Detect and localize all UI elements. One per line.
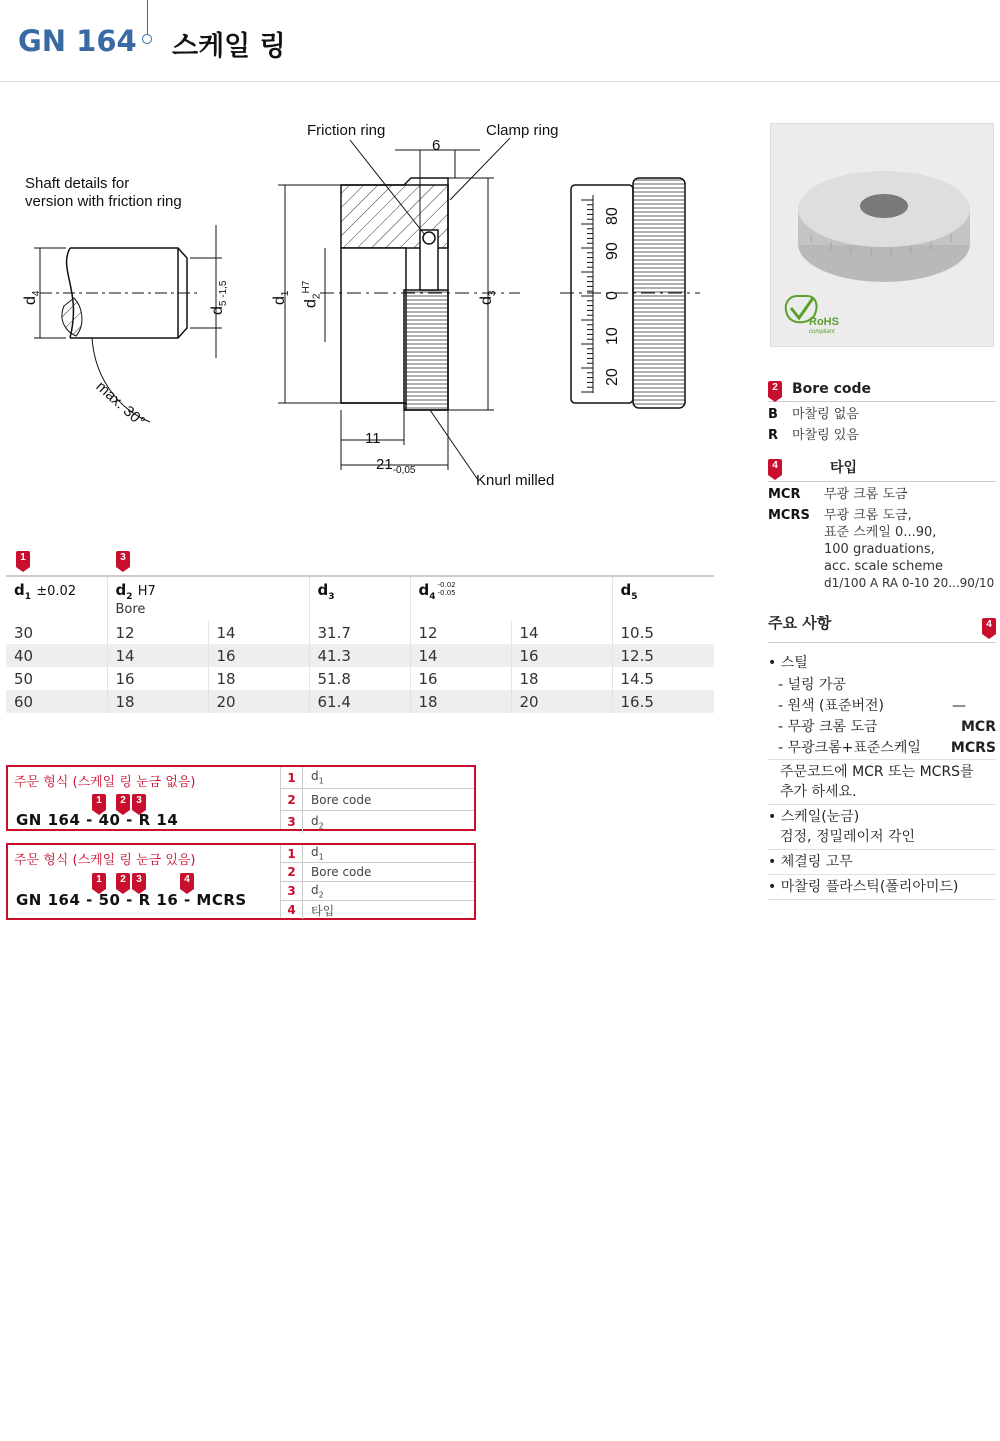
table-cell: 12.5 [612, 644, 714, 667]
table-cell: 60 [6, 690, 107, 713]
table-cell: 18 [208, 667, 309, 690]
table-cell: 12 [107, 621, 208, 644]
order-example-2 [6, 843, 476, 920]
table-row [6, 621, 714, 644]
table-cell: 16 [208, 644, 309, 667]
scale-view [560, 178, 700, 408]
table-cell: 18 [410, 690, 511, 713]
order2-legend [280, 845, 474, 918]
rohs-sub: compliant [809, 329, 835, 335]
scale-20: 20 [604, 368, 621, 386]
key-notes [768, 610, 996, 900]
th-d2: $d_2$ H7 Bore [107, 576, 309, 621]
order1-badge-2: 2 [116, 794, 130, 810]
scale-10: 10 [604, 327, 621, 345]
table-cell: 51.8 [309, 667, 410, 690]
note-sub-4: - 무광크롬+표준스케일 MCRS [768, 738, 996, 760]
max30-label: max. 30° [92, 378, 149, 431]
bore-code-row-r: R 마찰링 있음 [768, 428, 859, 443]
table-body [6, 621, 714, 713]
table-cell: 14.5 [620, 669, 654, 688]
friction-ring-label: Friction ring [307, 122, 386, 139]
table-cell: 50 [6, 667, 107, 690]
page-header [0, 0, 1000, 82]
th-d4: $d_4$ -0.02 -0.05 [410, 576, 612, 621]
order2-row-1: 1 $d_1$ [281, 845, 474, 863]
table-row [6, 690, 714, 713]
order2-code: GN 164 - 50 - R 16 - MCRS [16, 891, 247, 909]
type-title: 타입 [830, 460, 858, 476]
shaft-detail [34, 225, 222, 422]
order2-row-3: 3 $d_2$ [281, 882, 474, 901]
type-row-mcrs: MCRS 무광 크롬 도금, 표준 스케일 0...90, 100 graduations, acc. scale scheme d1/100 A RA 0-10 20...90/10 [768, 508, 995, 590]
notes-badge-4: 4 [982, 618, 996, 634]
table-cell: 31.7 [309, 621, 410, 644]
d2-label: $d_2^{H7}$ [301, 280, 323, 308]
table-cell: 16 [107, 667, 208, 690]
scale-80: 80 [604, 207, 621, 225]
d5-label: $d_5$ $_{-1,5}$ [209, 280, 230, 315]
note-clamp: • 체결링 고무 [768, 850, 996, 875]
dim-6-label: 6 [432, 137, 441, 154]
order2-badge-2: 2 [116, 873, 130, 889]
table-row [6, 667, 714, 690]
order1-badge-3: 3 [132, 794, 146, 810]
table-cell: 40 [6, 644, 107, 667]
shaft-details-label-2: version with friction ring [25, 193, 182, 210]
table-cell: 18 [107, 690, 208, 713]
type-legend [768, 453, 996, 594]
notes-title: 주요 사항 [768, 613, 832, 632]
dim-21-label: $21_{-0,05}$ [376, 456, 416, 476]
note-steel: • 스틸 [768, 655, 808, 671]
order1-row-1: 1 $d_1$ [281, 767, 474, 789]
table-cell: 61.4 [309, 690, 410, 713]
order-example-1 [6, 765, 476, 831]
scale-90: 90 [604, 242, 621, 260]
order1-title: 주문 형식 (스케일 링 눈금 없음) [14, 775, 196, 790]
order1-row-2: 2 Bore code [281, 789, 474, 811]
table-cell: 41.3 [309, 644, 410, 667]
table-row [6, 644, 714, 667]
scale-0: 0 [604, 291, 621, 300]
table-cell: 18 [511, 667, 612, 690]
table-cell: 16 [511, 644, 612, 667]
order2-title: 주문 형식 (스케일 링 눈금 있음) [14, 853, 196, 868]
th-d3: $d_3$ [309, 576, 410, 621]
order1-legend [280, 767, 474, 829]
drawing-svg [0, 110, 740, 510]
note-sub-3: - 무광 크롬 도금 MCR [778, 719, 996, 735]
header-dot [142, 34, 152, 44]
rohs-text: RoHS [809, 316, 839, 328]
table-badge-3: 3 [116, 551, 130, 567]
table-cell: 14 [107, 644, 208, 667]
order1-badge-1: 1 [92, 794, 106, 810]
order1-code: GN 164 - 40 - R 14 [16, 811, 179, 829]
bore-code-legend [768, 377, 996, 446]
header-line [147, 0, 148, 34]
table-header-row [6, 576, 714, 621]
table-cell: 14 [208, 621, 309, 644]
notes-head [768, 610, 996, 643]
table-cell: 20 [511, 690, 612, 713]
type-row-mcr: MCR 무광 크롬 도금 [768, 487, 908, 502]
table-cell: 10.5 [620, 623, 654, 642]
table-cell: 30 [6, 621, 107, 644]
technical-drawing [0, 110, 740, 510]
dimensions-table [6, 575, 714, 713]
dim-11-label: 11 [365, 430, 381, 447]
table-badge-1: 1 [16, 551, 30, 567]
table-cell: 16 [410, 667, 511, 690]
product-code: GN 164 [18, 24, 137, 58]
section-view [278, 138, 520, 480]
th-d5: $d_5$ [612, 576, 714, 621]
note-order: 주문코드에 MCR 또는 MCRS를 추가 하세요. [768, 760, 996, 805]
d3-label: $d_3$ [478, 290, 499, 305]
note-sub-2: - 원색 (표준버전) — [778, 698, 966, 714]
clamp-ring-label: Clamp ring [486, 122, 559, 139]
bore-code-head [768, 377, 996, 402]
th-d1: $d_1 \pm 0.02$ [6, 576, 107, 621]
order2-badge-3: 3 [132, 873, 146, 889]
shaft-details-label: Shaft details for [25, 175, 130, 192]
order2-badge-1: 1 [92, 873, 106, 889]
d4-label: $d_4$ [22, 290, 43, 305]
table-cell: 12 [410, 621, 511, 644]
order1-row-3: 3 $d_2$ [281, 811, 474, 833]
order2-row-2: 2 Bore code [281, 863, 474, 882]
bore-code-title: Bore code [792, 381, 871, 397]
note-friction: • 마찰링 플라스틱(폴리아미드) [768, 875, 996, 900]
table-cell: 14 [511, 621, 612, 644]
knurl-label: Knurl milled [476, 472, 555, 489]
page-title: 스케일 링 [172, 31, 286, 62]
bore-code-row-b: B 마찰링 없음 [768, 407, 859, 422]
order2-badge-4: 4 [180, 873, 194, 889]
note-sub-1: - 널링 가공 [778, 677, 847, 693]
badge-4: 4 [768, 459, 782, 475]
table-cell: 16.5 [612, 690, 714, 713]
table-cell: 20 [208, 690, 309, 713]
product-photo [770, 123, 994, 347]
note-scale: • 스케일(눈금) 검정, 정밀레이저 각인 [768, 805, 996, 850]
scale-ring-image [771, 124, 993, 346]
type-head [768, 453, 996, 482]
table-cell: 14 [410, 644, 511, 667]
order2-row-4: 4 타입 [281, 901, 474, 919]
d1-label: $d_1$ [271, 290, 292, 305]
badge-2: 2 [768, 381, 782, 397]
